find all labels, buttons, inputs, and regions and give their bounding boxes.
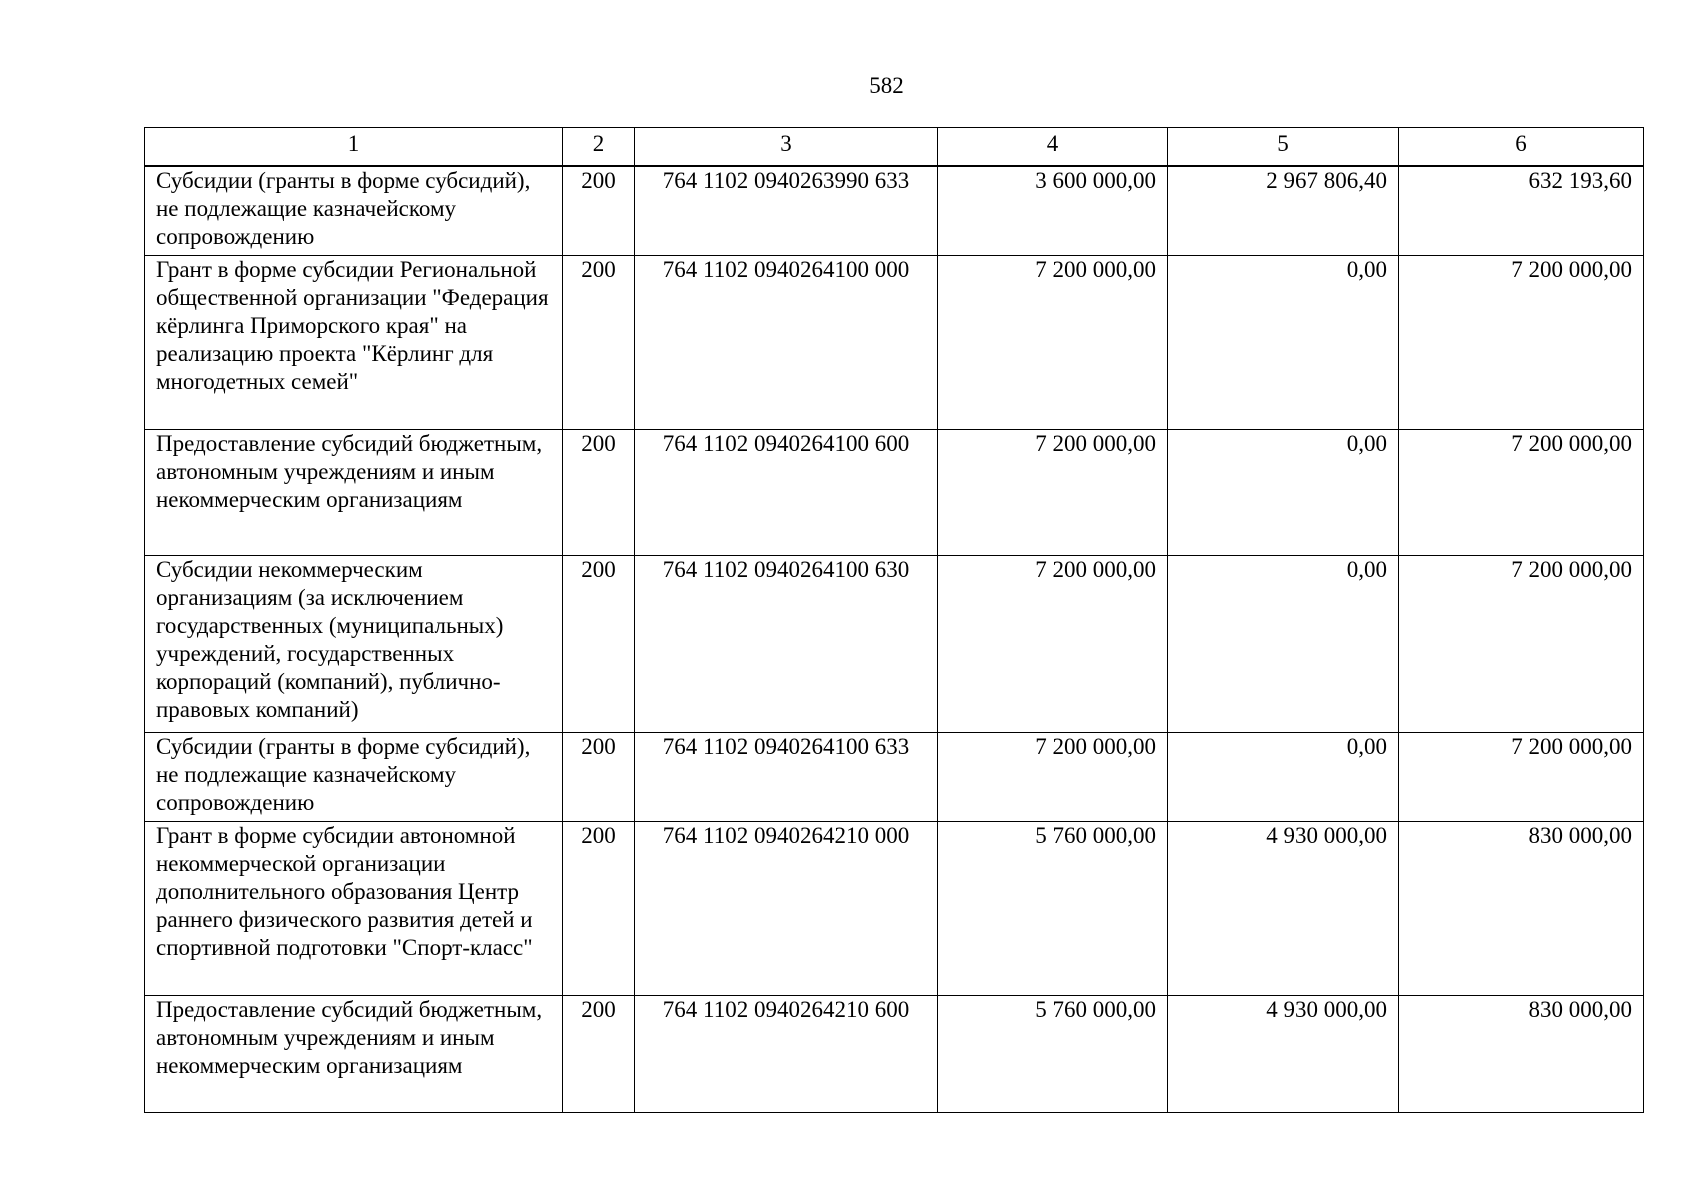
- column-header-1: 1: [145, 128, 563, 167]
- table-row: [145, 821, 1644, 995]
- budget-table: [144, 127, 1644, 1113]
- row-budget-code-cell: 764 1102 0940264210 600: [635, 995, 938, 1112]
- row-budget-code-cell: 764 1102 0940264100 000: [635, 255, 938, 429]
- row-budget-code-cell: 764 1102 0940264210 000: [635, 821, 938, 995]
- row-unexecuted-cell: 7 200 000,00: [1399, 429, 1644, 555]
- column-header-3: 3: [635, 128, 938, 167]
- row-approved-cell: 5 760 000,00: [938, 821, 1168, 995]
- row-name-cell: Предоставление субсидий бюджетным, автономным учреждениям и иным некоммерческим организациям: [145, 995, 563, 1112]
- row-name-cell: Грант в форме субсидии автономной некоммерческой организации дополнительного образования Центр раннего физического развития детей и спортивной подготовки "Спорт-класс": [145, 821, 563, 995]
- row-executed-cell: 0,00: [1168, 732, 1399, 821]
- row-unexecuted-cell: 7 200 000,00: [1399, 555, 1644, 732]
- row-name-cell: Субсидии некоммерческим организациям (за исключением государственных (муниципальных) учреждений, государственных корпораций (компаний), публично-правовых компаний): [145, 555, 563, 732]
- row-budget-code-cell: 764 1102 0940263990 633: [635, 166, 938, 255]
- row-admin-code-cell: 200: [563, 732, 635, 821]
- row-admin-code-cell: 200: [563, 555, 635, 732]
- row-executed-cell: 0,00: [1168, 555, 1399, 732]
- column-header-2: 2: [563, 128, 635, 167]
- row-executed-cell: 4 930 000,00: [1168, 995, 1399, 1112]
- table-row: [145, 255, 1644, 429]
- row-budget-code-cell: 764 1102 0940264100 630: [635, 555, 938, 732]
- row-unexecuted-cell: 830 000,00: [1399, 821, 1644, 995]
- table-header: [145, 128, 1644, 167]
- row-admin-code-cell: 200: [563, 429, 635, 555]
- row-unexecuted-cell: 830 000,00: [1399, 995, 1644, 1112]
- column-header-4: 4: [938, 128, 1168, 167]
- row-admin-code-cell: 200: [563, 821, 635, 995]
- row-executed-cell: 2 967 806,40: [1168, 166, 1399, 255]
- row-name-cell: Грант в форме субсидии Региональной общественной организации "Федерация кёрлинга Приморского края" на реализацию проекта "Кёрлинг для многодетных семей": [145, 255, 563, 429]
- row-budget-code-cell: 764 1102 0940264100 600: [635, 429, 938, 555]
- row-approved-cell: 7 200 000,00: [938, 732, 1168, 821]
- table-row: [145, 995, 1644, 1112]
- row-unexecuted-cell: 632 193,60: [1399, 166, 1644, 255]
- row-executed-cell: 0,00: [1168, 429, 1399, 555]
- row-executed-cell: 4 930 000,00: [1168, 821, 1399, 995]
- row-budget-code-cell: 764 1102 0940264100 633: [635, 732, 938, 821]
- table-row: [145, 166, 1644, 255]
- column-header-5: 5: [1168, 128, 1399, 167]
- row-approved-cell: 3 600 000,00: [938, 166, 1168, 255]
- row-unexecuted-cell: 7 200 000,00: [1399, 732, 1644, 821]
- row-approved-cell: 5 760 000,00: [938, 995, 1168, 1112]
- table-body: [145, 166, 1644, 1112]
- row-approved-cell: 7 200 000,00: [938, 429, 1168, 555]
- row-unexecuted-cell: 7 200 000,00: [1399, 255, 1644, 429]
- row-executed-cell: 0,00: [1168, 255, 1399, 429]
- row-approved-cell: 7 200 000,00: [938, 255, 1168, 429]
- page-number: 582: [869, 73, 904, 98]
- row-approved-cell: 7 200 000,00: [938, 555, 1168, 732]
- table-row: [145, 429, 1644, 555]
- table-row: [145, 732, 1644, 821]
- table-row: [145, 555, 1644, 732]
- row-name-cell: Предоставление субсидий бюджетным, автономным учреждениям и иным некоммерческим организациям: [145, 429, 563, 555]
- row-admin-code-cell: 200: [563, 995, 635, 1112]
- row-admin-code-cell: 200: [563, 166, 635, 255]
- row-name-cell: Субсидии (гранты в форме субсидий), не подлежащие казначейскому сопровождению: [145, 732, 563, 821]
- row-admin-code-cell: 200: [563, 255, 635, 429]
- row-name-cell: Субсидии (гранты в форме субсидий), не подлежащие казначейскому сопровождению: [145, 166, 563, 255]
- header-row: [145, 128, 1644, 167]
- column-header-6: 6: [1399, 128, 1644, 167]
